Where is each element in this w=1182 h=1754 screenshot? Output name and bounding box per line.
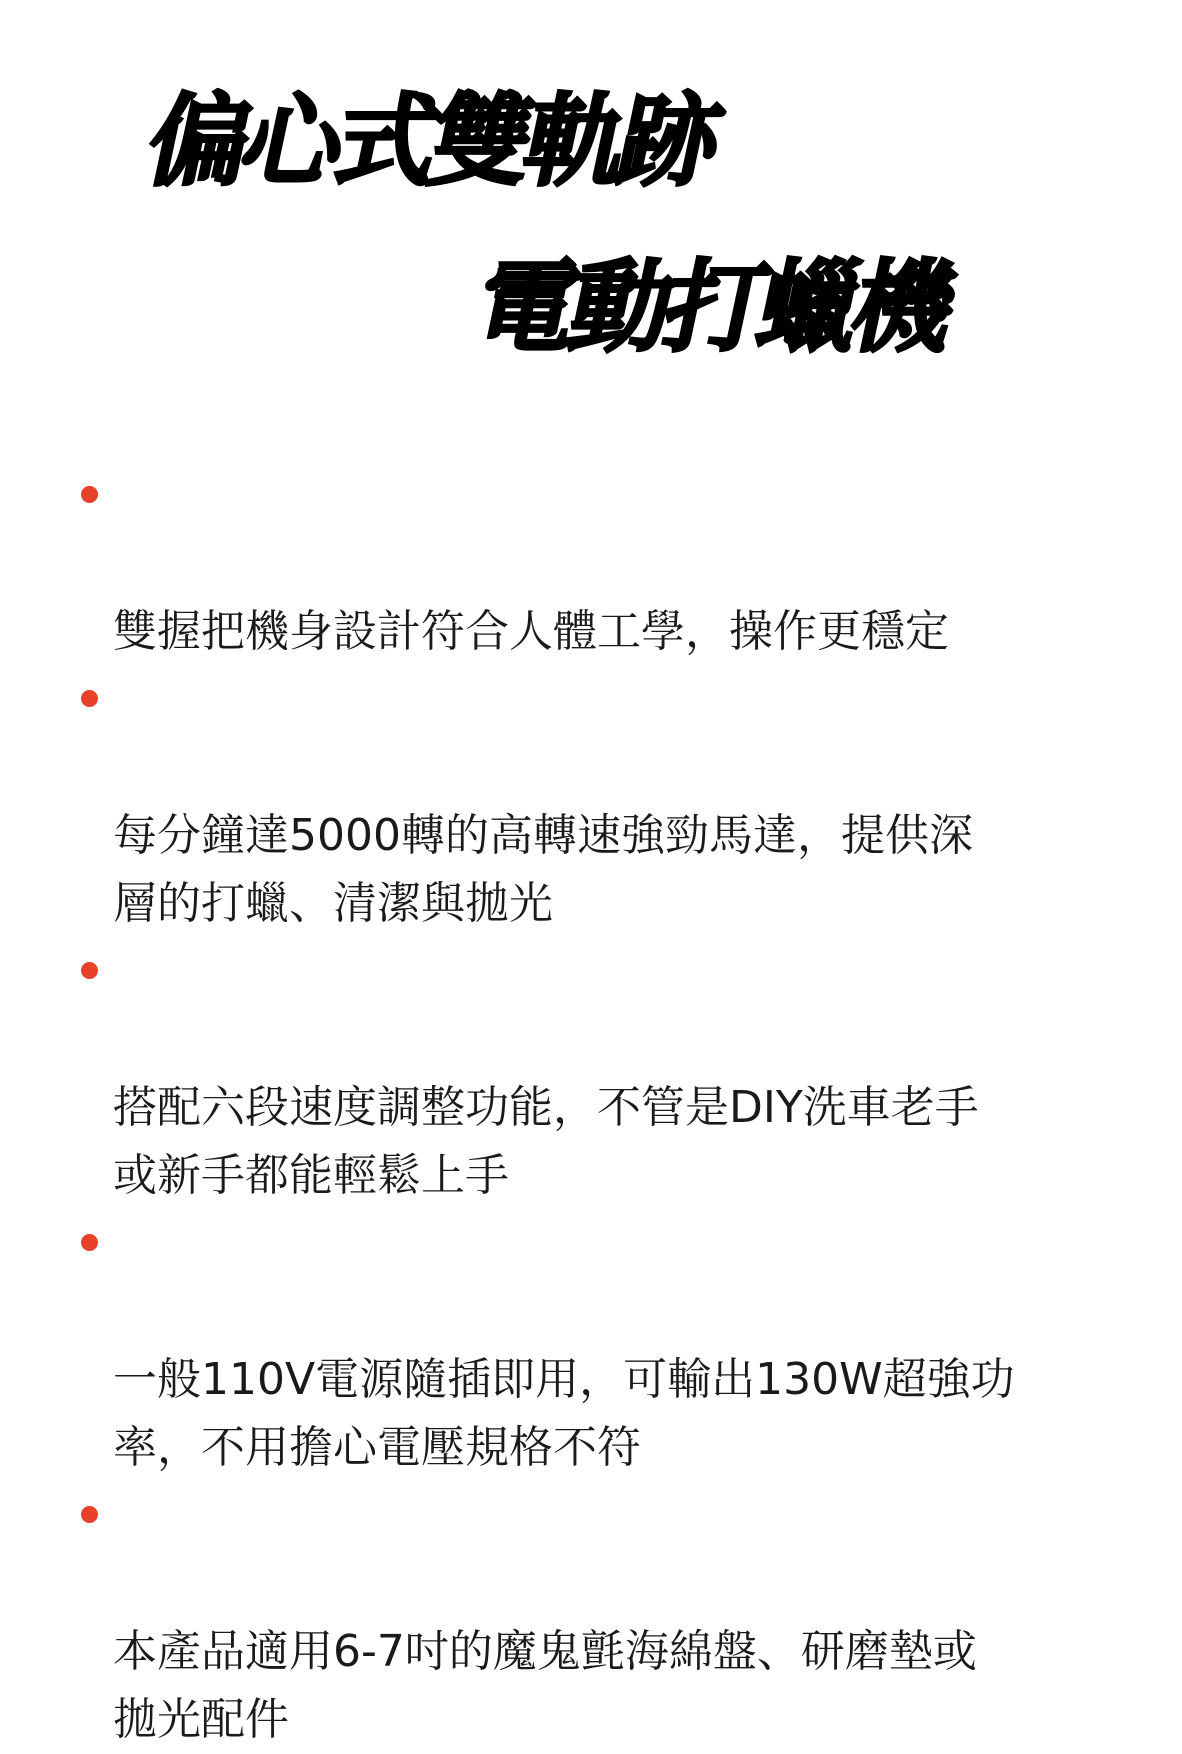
bullet-dot-icon xyxy=(81,1506,98,1523)
feature-text: 一般110V電源隨插即用，可輸出130W超強功 率，不用擔心電壓規格不符 xyxy=(113,1354,1015,1473)
feature-text: 雙握把機身設計符合人體工學，操作更穩定 xyxy=(113,606,949,657)
feature-text: 本產品適用6-7吋的魔鬼氈海綿盤、研磨墊或 拋光配件 xyxy=(113,1626,977,1745)
feature-list xyxy=(78,462,1138,1754)
feature-item xyxy=(78,938,1138,1210)
bullet-dot-icon xyxy=(81,690,98,707)
feature-item xyxy=(78,666,1138,938)
product-title-line-2: 電動打蠟機 xyxy=(465,249,961,366)
feature-text: 每分鐘達5000轉的高轉速強勁馬達，提供深 層的打蠟、清潔與拋光 xyxy=(113,810,973,929)
product-title-line-1: 偏心式雙軌跡 xyxy=(137,83,727,200)
feature-text: 搭配六段速度調整功能，不管是DIY洗車老手 或新手都能輕鬆上手 xyxy=(113,1082,979,1201)
feature-item xyxy=(78,1482,1138,1754)
bullet-dot-icon xyxy=(81,1234,98,1251)
feature-item xyxy=(78,1210,1138,1482)
bullet-dot-icon xyxy=(81,962,98,979)
feature-item xyxy=(78,462,1138,666)
bullet-dot-icon xyxy=(81,486,98,503)
